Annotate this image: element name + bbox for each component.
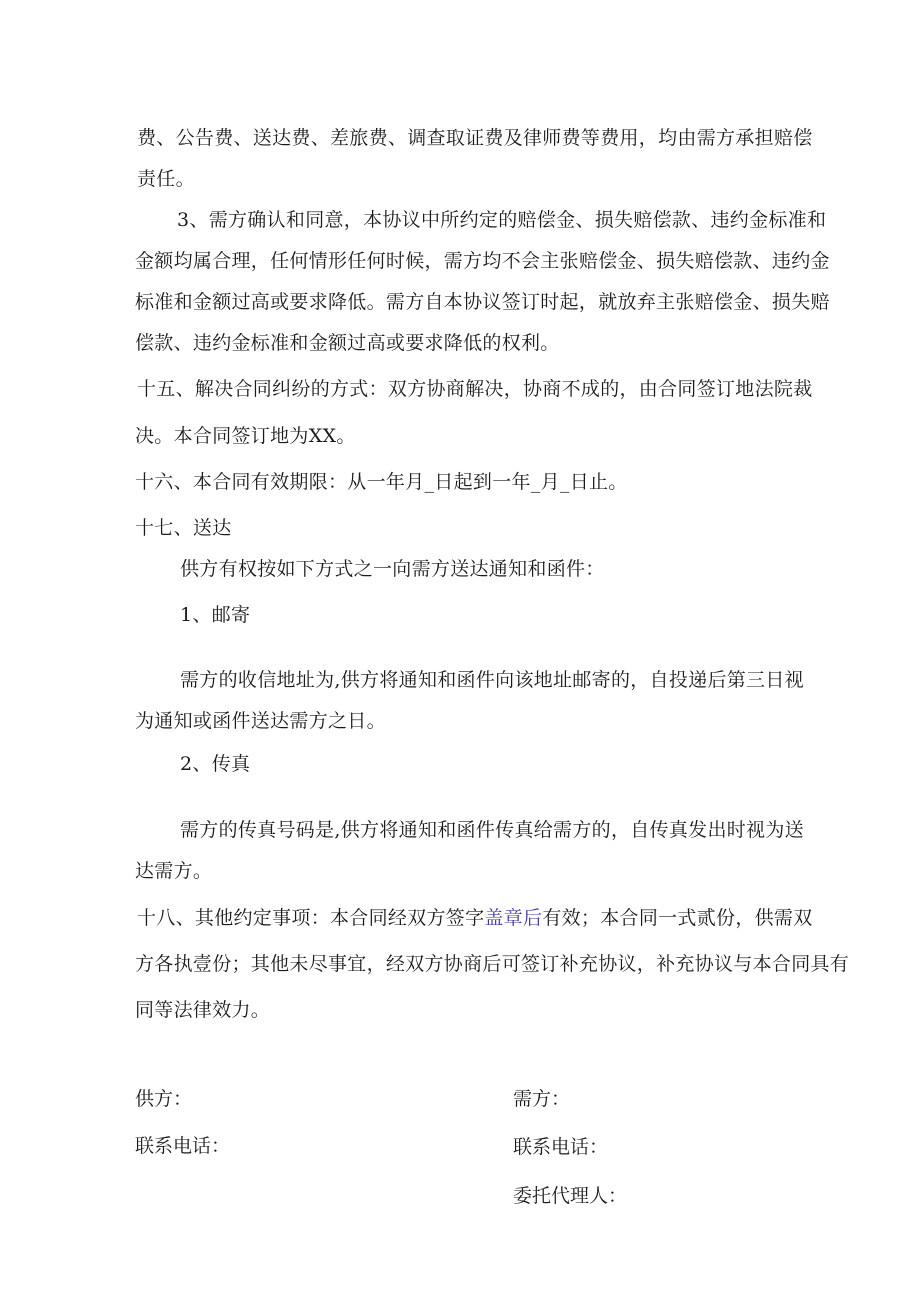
clause14-item3-line3: 标准和金额过高或要求降低。需方自本协议签订时起，就放弃主张赔偿金、损失赔	[135, 291, 830, 313]
clause15-line2: 决。本合同签订地为XX。	[135, 425, 356, 447]
clause18-line3: 同等法律效力。	[135, 999, 271, 1021]
clause17-mail-line2: 为通知或函件送达需方之日。	[135, 710, 386, 732]
clause17-mail-title: 1、邮寄	[180, 604, 251, 626]
clause14-item3-line1: 3、需方确认和同意，本协议中所约定的赔偿金、损失赔偿款、违约金标准和	[177, 209, 827, 231]
clause17-fax-line1: 需方的传真号码是,供方将通知和函件传真给需方的，自传真发出时视为送	[180, 819, 804, 841]
clause15-line1: 十五、解决合同纠纷的方式：双方协商解决，协商不成的，由合同签订地法院裁	[137, 378, 813, 400]
clause14-tail-line2: 责任。	[137, 168, 195, 190]
seal-link[interactable]: 盖章后	[484, 907, 543, 929]
clause17-fax-title: 2、传真	[180, 753, 251, 775]
clause17-intro: 供方有权按如下方式之一向需方送达通知和函件：	[180, 558, 605, 580]
clause18-line1	[137, 906, 813, 930]
supplier-phone-label: 联系电话：	[135, 1135, 231, 1157]
clause18-line1-post: 有效；本合同一式贰份，供需双	[542, 907, 813, 929]
buyer-phone-label: 联系电话：	[513, 1136, 609, 1158]
clause16: 十六、本合同有效期限：从一年月_日起到一年_月_日止。	[135, 471, 628, 493]
clause14-item3-line2: 金额均属合理，任何情形任何时候，需方均不会主张赔偿金、损失赔偿款、违约金	[135, 250, 830, 272]
clause18-line2: 方各执壹份；其他未尽事宜，经双方协商后可签订补充协议，补充协议与本合同具有	[135, 953, 850, 975]
clause17-mail-line1: 需方的收信地址为,供方将通知和函件向该地址邮寄的，自投递后第三日视	[180, 669, 804, 691]
supplier-label: 供方：	[135, 1088, 193, 1110]
clause14-tail-line1: 费、公告费、送达费、差旅费、调查取证费及律师费等费用，均由需方承担赔偿	[137, 127, 813, 149]
clause17-fax-line2: 达需方。	[135, 860, 213, 882]
buyer-label: 需方：	[513, 1088, 571, 1110]
clause18-line1-pre: 十八、其他约定事项：本合同经双方签字	[137, 907, 485, 929]
agent-label: 委托代理人：	[513, 1185, 628, 1207]
clause17-title: 十七、送达	[135, 517, 232, 539]
clause14-item3-line4: 偿款、违约金标准和金额过高或要求降低的权利。	[135, 332, 560, 354]
